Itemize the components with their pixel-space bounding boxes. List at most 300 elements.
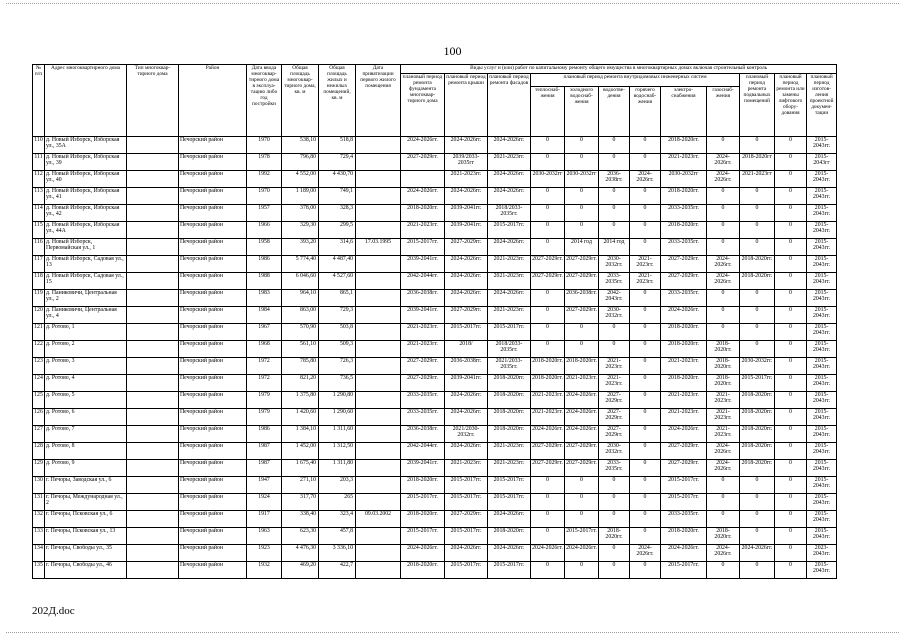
- cell-district: Печорский район: [179, 392, 247, 409]
- cell-hot-water: 2024-2026гг.: [630, 545, 661, 562]
- cell-address: г. Печоры, Международная ул., 2: [45, 494, 127, 511]
- cell-year: 1987: [247, 443, 282, 460]
- cell-year: 1970: [247, 188, 282, 205]
- cell-facade: 2024-2026гг.: [488, 545, 531, 562]
- cell-type: [127, 375, 179, 392]
- cell-hot-water: 2021-2023гг.: [630, 273, 661, 290]
- table-row: [33, 239, 837, 256]
- cell-no: 117: [33, 256, 45, 273]
- cell-electric: 2027-2029гг.: [661, 443, 707, 460]
- cell-electric: 2027-2029гг.: [661, 460, 707, 477]
- cell-total-area: 378,00: [282, 205, 319, 222]
- cell-type: [127, 273, 179, 290]
- cell-elevator: 0: [775, 426, 807, 443]
- cell-gas: 2018-2020гг.: [707, 375, 740, 392]
- cell-no: 118: [33, 273, 45, 290]
- cell-foundation: 2015-2017гг.: [401, 239, 445, 256]
- cell-total-area: 863,00: [282, 307, 319, 324]
- cell-facade: 2015-2017гг.: [488, 324, 531, 341]
- cell-total-area: 570,90: [282, 324, 319, 341]
- cell-electric: 2018-2020гг.: [661, 137, 707, 154]
- cell-total-area: 4 552,00: [282, 171, 319, 188]
- cell-no: 132: [33, 511, 45, 528]
- cell-sewer: 2033-2035гг.: [599, 460, 630, 477]
- cell-district: Печорский район: [179, 477, 247, 494]
- cell-no: 122: [33, 341, 45, 358]
- cell-year: 1986: [247, 256, 282, 273]
- cell-hot-water: 0: [630, 341, 661, 358]
- cell-foundation: 2024-2026гг.: [401, 137, 445, 154]
- cell-sewer: 0: [599, 188, 630, 205]
- cell-design-docs: 2015-2043гг.: [807, 477, 837, 494]
- cell-heat: 2018-2020гг.: [531, 375, 565, 392]
- cell-no: 115: [33, 222, 45, 239]
- cell-living-area: 328,3: [319, 205, 356, 222]
- cell-elevator: 0: [775, 562, 807, 579]
- cell-privatization: [356, 256, 401, 273]
- cell-living-area: 865,1: [319, 290, 356, 307]
- cell-cold-water: 2024-2026гг.: [565, 426, 599, 443]
- cell-basement: 0: [740, 324, 775, 341]
- cell-sewer: 2033-2035гг.: [599, 273, 630, 290]
- cell-facade: 2018-2020гг.: [488, 375, 531, 392]
- cell-basement: 2018-2020гг.: [740, 409, 775, 426]
- cell-elevator: 0: [775, 545, 807, 562]
- cell-heat: 0: [531, 341, 565, 358]
- cell-foundation: 2021-2023гг.: [401, 222, 445, 239]
- cell-year: 1968: [247, 341, 282, 358]
- cell-district: Печорский район: [179, 290, 247, 307]
- cell-facade: 2018/2033-2035гг.: [488, 341, 531, 358]
- cell-type: [127, 460, 179, 477]
- cell-sewer: 0: [599, 137, 630, 154]
- cell-foundation: [401, 171, 445, 188]
- cell-elevator: 0: [775, 205, 807, 222]
- cell-basement: 2018-2020гг.: [740, 256, 775, 273]
- cell-living-area: 736,5: [319, 375, 356, 392]
- cell-basement: 0: [740, 477, 775, 494]
- cell-living-area: 323,4: [319, 511, 356, 528]
- cell-sewer: 2018-2020гг.: [599, 528, 630, 545]
- cell-district: Печорский район: [179, 511, 247, 528]
- cell-facade: 2024-2026гг.: [488, 171, 531, 188]
- cell-address: д. Паниковичи, Центральная ул., 2: [45, 290, 127, 307]
- cell-elevator: 0: [775, 358, 807, 375]
- cell-facade: 2015-2017гг.: [488, 222, 531, 239]
- cell-gas: 2018-2020гг.: [707, 528, 740, 545]
- cell-design-docs: 2015-2043гг.: [807, 307, 837, 324]
- cell-district: Печорский район: [179, 256, 247, 273]
- cell-facade: 2018-2020гг.: [488, 409, 531, 426]
- cell-electric: 2027-2029гг.: [661, 256, 707, 273]
- cell-basement: 0: [740, 528, 775, 545]
- cell-sewer: 2021-2023гг.: [599, 358, 630, 375]
- cell-total-area: 1 675,40: [282, 460, 319, 477]
- cell-cold-water: 0: [565, 205, 599, 222]
- cell-gas: 2021-2023гг.: [707, 392, 740, 409]
- cell-address: д. Ротово, 3: [45, 358, 127, 375]
- cell-year: 1972: [247, 358, 282, 375]
- table-row: [33, 154, 837, 171]
- table-row: [33, 460, 837, 477]
- cell-heat: 0: [531, 205, 565, 222]
- capital-repair-table: [32, 64, 837, 579]
- cell-elevator: 0: [775, 154, 807, 171]
- cell-privatization: [356, 528, 401, 545]
- cell-district: Печорский район: [179, 188, 247, 205]
- cell-gas: 2024-2026гг.: [707, 171, 740, 188]
- header-engineering-systems: плановый период ремонта внутридомовых инженерных систем: [531, 74, 740, 87]
- cell-design-docs: 2015-2043гг.: [807, 290, 837, 307]
- header-facade: плановый период ремонта фасадов: [488, 74, 531, 137]
- cell-hot-water: 0: [630, 358, 661, 375]
- cell-address: д. Ротово, 9: [45, 460, 127, 477]
- cell-electric: 2030-2032гг: [661, 171, 707, 188]
- cell-gas: 0: [707, 494, 740, 511]
- cell-foundation: 2036-2038гг.: [401, 426, 445, 443]
- cell-year: 1923: [247, 545, 282, 562]
- header-foundation: плановый период ремонта фундамента многоквар- тирного дома: [401, 74, 445, 137]
- cell-basement: 2021-2023гг: [740, 171, 775, 188]
- cell-no: 121: [33, 324, 45, 341]
- cell-living-area: 729,4: [319, 154, 356, 171]
- table-body: [33, 137, 837, 579]
- cell-roof: 2024-2026гг.: [445, 545, 488, 562]
- cell-privatization: [356, 222, 401, 239]
- cell-privatization: [356, 562, 401, 579]
- cell-cold-water: 0: [565, 494, 599, 511]
- cell-foundation: 2018-2020гг.: [401, 511, 445, 528]
- cell-facade: 2018-2020гг.: [488, 426, 531, 443]
- cell-design-docs: 2015-2043гг.: [807, 460, 837, 477]
- cell-foundation: 2033-2035гг.: [401, 409, 445, 426]
- cell-design-docs: 2015-2043гг.: [807, 222, 837, 239]
- cell-foundation: 2027-2029гг.: [401, 375, 445, 392]
- table-row: [33, 443, 837, 460]
- cell-type: [127, 290, 179, 307]
- cell-facade: 2021-2023гг.: [488, 307, 531, 324]
- header-heat: теплоснаб- жения: [531, 87, 565, 137]
- cell-heat: 2024-2026гг.: [531, 426, 565, 443]
- cell-gas: 0: [707, 511, 740, 528]
- cell-type: [127, 341, 179, 358]
- cell-elevator: 0: [775, 460, 807, 477]
- cell-foundation: 2021-2023гг.: [401, 324, 445, 341]
- cell-living-area: 457,8: [319, 528, 356, 545]
- cell-gas: 2018-2020гг.: [707, 358, 740, 375]
- cell-roof: 2015-2017гг.: [445, 528, 488, 545]
- cell-address: д. Ротово, 5: [45, 392, 127, 409]
- cell-address: д. Ротово, 1: [45, 324, 127, 341]
- cell-basement: 0: [740, 239, 775, 256]
- cell-heat: 0: [531, 324, 565, 341]
- cell-basement: 0: [740, 137, 775, 154]
- table-row: [33, 171, 837, 188]
- cell-foundation: 2039-2041гг.: [401, 460, 445, 477]
- cell-elevator: 0: [775, 409, 807, 426]
- cell-heat: 0: [531, 239, 565, 256]
- cell-elevator: 0: [775, 137, 807, 154]
- cell-year: 1979: [247, 392, 282, 409]
- cell-gas: 0: [707, 239, 740, 256]
- cell-district: Печорский район: [179, 222, 247, 239]
- cell-total-area: 4 476,30: [282, 545, 319, 562]
- cell-basement: 0: [740, 494, 775, 511]
- cell-roof: 2024-2026гг.: [445, 409, 488, 426]
- cell-district: Печорский район: [179, 307, 247, 324]
- cell-year: 1972: [247, 375, 282, 392]
- cell-sewer: 0: [599, 545, 630, 562]
- cell-facade: 2018-2020гг.: [488, 392, 531, 409]
- cell-heat: 2021-2023гг.: [531, 392, 565, 409]
- cell-cold-water: 0: [565, 511, 599, 528]
- cell-roof: 2024-2026гг.: [445, 290, 488, 307]
- cell-total-area: 271,10: [282, 477, 319, 494]
- cell-gas: 2021-2023гг.: [707, 426, 740, 443]
- cell-gas: 0: [707, 222, 740, 239]
- cell-total-area: 317,70: [282, 494, 319, 511]
- cell-living-area: 299,5: [319, 222, 356, 239]
- table-row: [33, 137, 837, 154]
- cell-facade: 2021-2023гг.: [488, 154, 531, 171]
- cell-heat: 0: [531, 562, 565, 579]
- cell-roof: 2015-2017гг.: [445, 562, 488, 579]
- cell-type: [127, 545, 179, 562]
- cell-sewer: 2027-2029гг.: [599, 426, 630, 443]
- cell-gas: 0: [707, 324, 740, 341]
- cell-facade: 2024-2026гг.: [488, 290, 531, 307]
- cell-roof: 2027-2029гг.: [445, 239, 488, 256]
- cell-sewer: 0: [599, 562, 630, 579]
- cell-living-area: 726,3: [319, 358, 356, 375]
- cell-district: Печорский район: [179, 273, 247, 290]
- cell-total-area: 964,10: [282, 290, 319, 307]
- cell-privatization: [356, 273, 401, 290]
- cell-district: Печорский район: [179, 409, 247, 426]
- cell-design-docs: 2015-2043гг.: [807, 256, 837, 273]
- table-row: [33, 494, 837, 511]
- cell-elevator: 0: [775, 477, 807, 494]
- cell-total-area: 1 420,60: [282, 409, 319, 426]
- cell-heat: 0: [531, 528, 565, 545]
- cell-total-area: 329,30: [282, 222, 319, 239]
- cell-district: Печорский район: [179, 426, 247, 443]
- cell-privatization: [356, 545, 401, 562]
- cell-year: 1987: [247, 460, 282, 477]
- cell-district: Печорский район: [179, 375, 247, 392]
- cell-hot-water: 2024-2026гг.: [630, 171, 661, 188]
- cell-year: 1978: [247, 154, 282, 171]
- cell-no: 135: [33, 562, 45, 579]
- cell-cold-water: 2024-2026гг.: [565, 545, 599, 562]
- cell-roof: 2039-2041гг.: [445, 222, 488, 239]
- cell-hot-water: 0: [630, 239, 661, 256]
- cell-design-docs: 2015-2043гг.: [807, 392, 837, 409]
- header-roof: плановый период ремонта крыши: [445, 74, 488, 137]
- cell-roof: 2021-2023гг.: [445, 460, 488, 477]
- cell-year: 1983: [247, 290, 282, 307]
- cell-address: г. Печоры, Псковская ул., 6: [45, 511, 127, 528]
- header-no: № п/п: [33, 65, 45, 137]
- cell-facade: 2015-2017гг.: [488, 562, 531, 579]
- cell-heat: 2027-2029гг.: [531, 256, 565, 273]
- cell-basement: 0: [740, 290, 775, 307]
- cell-total-area: 623,30: [282, 528, 319, 545]
- cell-hot-water: 0: [630, 460, 661, 477]
- cell-basement: 0: [740, 222, 775, 239]
- cell-roof: 2027-2029гг.: [445, 511, 488, 528]
- cell-facade: 2021/2033-2035гг.: [488, 358, 531, 375]
- cell-hot-water: 0: [630, 222, 661, 239]
- cell-type: [127, 426, 179, 443]
- cell-basement: 2024-2026гг.: [740, 545, 775, 562]
- cell-year: 1932: [247, 562, 282, 579]
- cell-sewer: 0: [599, 341, 630, 358]
- header-electric: электро- снабжения: [661, 87, 707, 137]
- cell-foundation: 2042-2044гг.: [401, 443, 445, 460]
- cell-elevator: 0: [775, 443, 807, 460]
- cell-year: 1947: [247, 477, 282, 494]
- cell-gas: 2024-2026гг.: [707, 443, 740, 460]
- cell-hot-water: 0: [630, 392, 661, 409]
- cell-electric: 2018-2020гг.: [661, 188, 707, 205]
- table-row: [33, 273, 837, 290]
- cell-facade: 2021-2023гг.: [488, 256, 531, 273]
- cell-type: [127, 239, 179, 256]
- cell-gas: 2024-2026гг.: [707, 273, 740, 290]
- cell-type: [127, 188, 179, 205]
- cell-electric: 2021-2023гг.: [661, 409, 707, 426]
- cell-elevator: 0: [775, 290, 807, 307]
- cell-design-docs: 2015-2043гг.: [807, 528, 837, 545]
- cell-sewer: 0: [599, 205, 630, 222]
- cell-elevator: 0: [775, 307, 807, 324]
- cell-cold-water: 2030-2032гг: [565, 171, 599, 188]
- cell-electric: 2021-2023гг.: [661, 358, 707, 375]
- cell-design-docs: 2015-2043гг.: [807, 324, 837, 341]
- table-row: [33, 545, 837, 562]
- cell-electric: 2015-2017гг.: [661, 494, 707, 511]
- cell-type: [127, 528, 179, 545]
- cell-electric: 2018-2020гг.: [661, 375, 707, 392]
- cell-living-area: 4 527,60: [319, 273, 356, 290]
- cell-living-area: 4 430,70: [319, 171, 356, 188]
- cell-electric: 2018-2020гг.: [661, 341, 707, 358]
- cell-hot-water: 0: [630, 188, 661, 205]
- cell-total-area: 538,10: [282, 137, 319, 154]
- cell-privatization: [356, 494, 401, 511]
- cell-no: 111: [33, 154, 45, 171]
- cell-privatization: [356, 358, 401, 375]
- cell-heat: 0: [531, 511, 565, 528]
- cell-district: Печорский район: [179, 171, 247, 188]
- cell-address: г. Печоры, Псковская ул., 13: [45, 528, 127, 545]
- cell-hot-water: 0: [630, 375, 661, 392]
- cell-living-area: 422,7: [319, 562, 356, 579]
- table-row: [33, 324, 837, 341]
- cell-cold-water: 2027-2029гг.: [565, 307, 599, 324]
- table-row: [33, 375, 837, 392]
- cell-roof: 2024-2026гг.: [445, 137, 488, 154]
- table-row: [33, 409, 837, 426]
- table-row: [33, 477, 837, 494]
- cell-type: [127, 494, 179, 511]
- cell-cold-water: 0: [565, 324, 599, 341]
- cell-roof: 2039-2041гг.: [445, 375, 488, 392]
- cell-foundation: 2036-2038гг.: [401, 290, 445, 307]
- cell-facade: 2018/2033-2035гг.: [488, 205, 531, 222]
- cell-design-docs: 2015-2043гг.: [807, 494, 837, 511]
- cell-sewer: 2021-2023гг.: [599, 375, 630, 392]
- cell-design-docs: 2015-2043гг.: [807, 188, 837, 205]
- cell-design-docs: 2015-2043гг.: [807, 137, 837, 154]
- cell-facade: 2021-2023гг.: [488, 443, 531, 460]
- cell-privatization: [356, 205, 401, 222]
- cell-hot-water: 0: [630, 477, 661, 494]
- cell-hot-water: 0: [630, 409, 661, 426]
- cell-heat: 2018-2020гг.: [531, 358, 565, 375]
- cell-cold-water: 0: [565, 188, 599, 205]
- cell-elevator: 0: [775, 375, 807, 392]
- cell-year: 1966: [247, 222, 282, 239]
- cell-no: 110: [33, 137, 45, 154]
- cell-type: [127, 154, 179, 171]
- cell-sewer: 0: [599, 494, 630, 511]
- cell-elevator: 0: [775, 239, 807, 256]
- cell-heat: 2027-2029гг.: [531, 273, 565, 290]
- cell-privatization: [356, 392, 401, 409]
- header-total-area: Общая площадь многоквар- тирного дома, кв. м: [282, 65, 319, 137]
- table-row: [33, 188, 837, 205]
- header-address: Адрес многоквартирного дома: [45, 65, 127, 137]
- cell-sewer: 2027-2029гг.: [599, 409, 630, 426]
- cell-no: 134: [33, 545, 45, 562]
- cell-no: 129: [33, 460, 45, 477]
- cell-sewer: 2036-2038гг.: [599, 171, 630, 188]
- cell-no: 119: [33, 290, 45, 307]
- cell-electric: 2033-2035гг.: [661, 205, 707, 222]
- cell-design-docs: 2015-2043гг.: [807, 341, 837, 358]
- cell-cold-water: 0: [565, 477, 599, 494]
- cell-cold-water: 2027-2029гг.: [565, 443, 599, 460]
- cell-foundation: 2018-2020гг.: [401, 477, 445, 494]
- cell-district: Печорский район: [179, 494, 247, 511]
- cell-foundation: 2024-2026гг.: [401, 188, 445, 205]
- table-row: [33, 290, 837, 307]
- cell-elevator: 0: [775, 494, 807, 511]
- cell-hot-water: 0: [630, 154, 661, 171]
- cell-address: д. Ротово, 2: [45, 341, 127, 358]
- cell-gas: 0: [707, 205, 740, 222]
- cell-elevator: 0: [775, 256, 807, 273]
- cell-privatization: [356, 341, 401, 358]
- cell-privatization: [356, 477, 401, 494]
- cell-heat: 2021-2023гг.: [531, 409, 565, 426]
- header-hot-water: горячего водоснаб- жения: [630, 87, 661, 137]
- header-living-area: Общая площадь жилых и нежилых помещений, кв. м: [319, 65, 356, 137]
- cell-foundation: 2039-2041гг.: [401, 256, 445, 273]
- header-sewer: водоотве- дения: [599, 87, 630, 137]
- cell-foundation: 2018-2020гг.: [401, 562, 445, 579]
- cell-facade: 2015-2017гг.: [488, 494, 531, 511]
- cell-hot-water: 2021-2023гг.: [630, 256, 661, 273]
- cell-type: [127, 477, 179, 494]
- cell-total-area: 1 384,10: [282, 426, 319, 443]
- cell-year: 1963: [247, 528, 282, 545]
- cell-elevator: 0: [775, 273, 807, 290]
- cell-gas: 0: [707, 188, 740, 205]
- cell-facade: 2024-2026гг.: [488, 511, 531, 528]
